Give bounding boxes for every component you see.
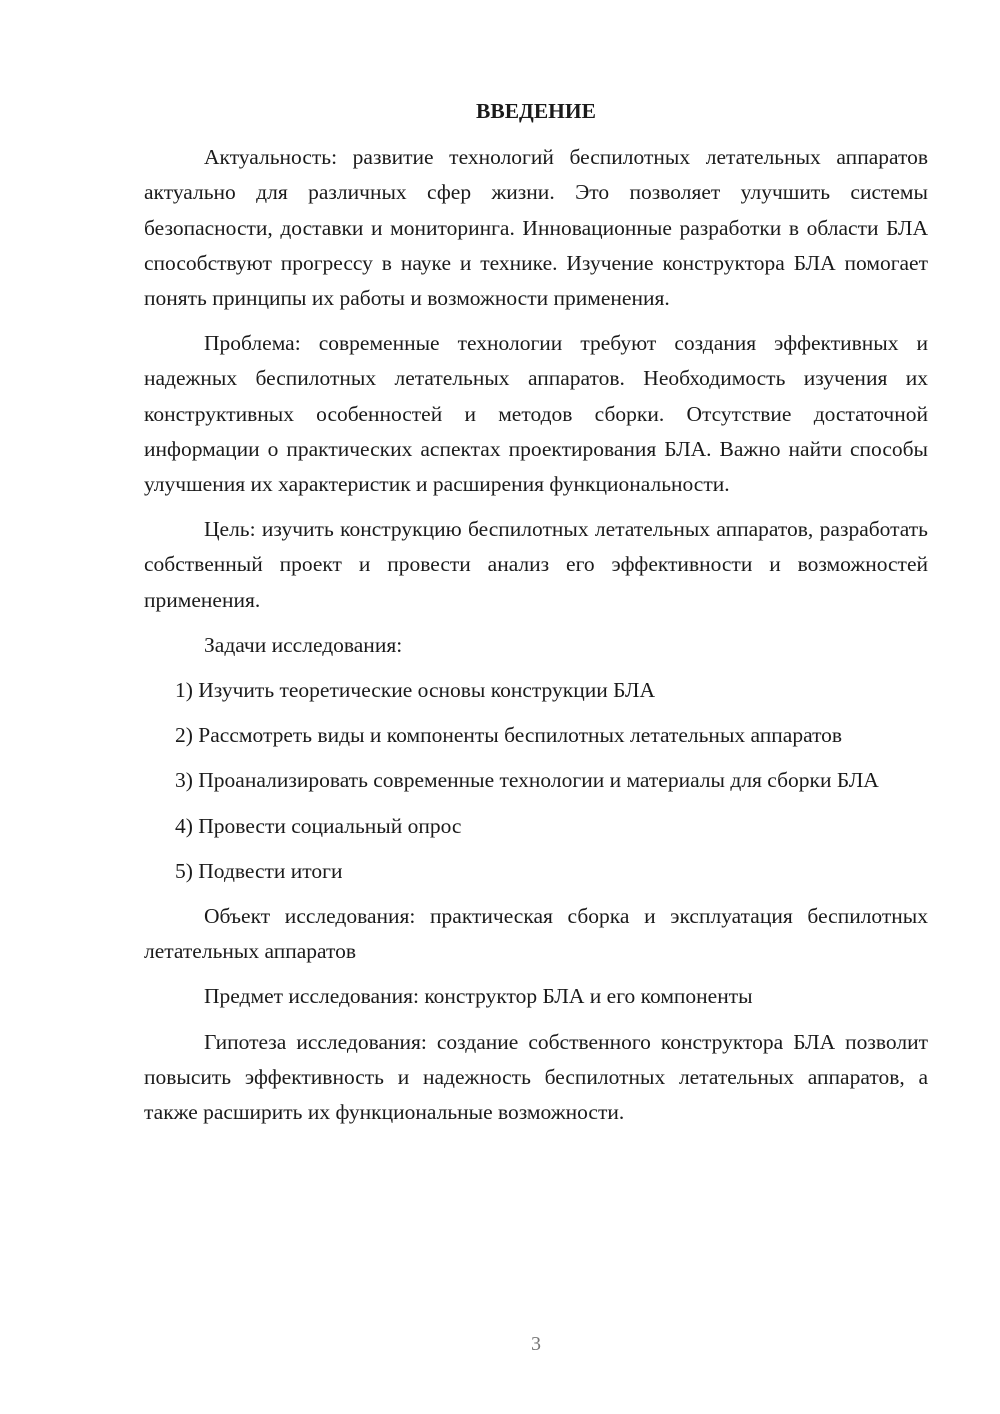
task-item-5: 5) Подвести итоги	[175, 858, 343, 883]
task-item-4: 4) Провести социальный опрос	[175, 813, 462, 838]
object-paragraph: Объект исследования: практическая сборка и эксплуатация беспилотных летательных аппаратов	[144, 904, 928, 964]
page-number: 3	[531, 1333, 541, 1355]
task-item-2: 2) Рассмотреть виды и компоненты беспилотных летательных аппаратов	[175, 723, 843, 748]
tasks-title: Задачи исследования:	[204, 632, 403, 657]
problem-paragraph: Проблема: современные технологии требуют создания эффективных и надежных беспилотных летательных аппаратов. Необходимость изучения их конструктивных особенностей и методов сборки. Отсутствие достаточной информации о практических аспектах проектирования БЛА. Важно найти способы улучшения их характеристик и расширения функциональности.	[144, 331, 928, 497]
page-title: ВВЕДЕНИЕ	[476, 99, 596, 123]
document-page	[144, 94, 928, 1140]
subject-paragraph: Предмет исследования: конструктор БЛА и его компоненты	[204, 984, 753, 1009]
task-item-3: 3) Проанализировать современные технологии и материалы для сборки БЛА	[175, 768, 879, 793]
hypothesis-paragraph: Гипотеза исследования: создание собственного конструктора БЛА позволит повысить эффективность и надежность беспилотных летательных аппаратов, а также расширить их функциональные возможности.	[144, 1029, 928, 1125]
task-item-1: 1) Изучить теоретические основы конструкции БЛА	[175, 678, 656, 703]
goal-paragraph: Цель: изучить конструкцию беспилотных летательных аппаратов, разработать собственный проект и провести анализ его эффективности и возможностей применения.	[144, 517, 928, 612]
relevance-paragraph: Актуальность: развитие технологий беспилотных летательных аппаратов актуально для различных сфер жизни. Это позволяет улучшить системы безопасности, доставки и мониторинга. Инновационные разработки в области БЛА способствуют прогрессу в науке и технике. Изучение конструктора БЛА помогает понять принципы их работы и возможности применения.	[144, 145, 928, 311]
